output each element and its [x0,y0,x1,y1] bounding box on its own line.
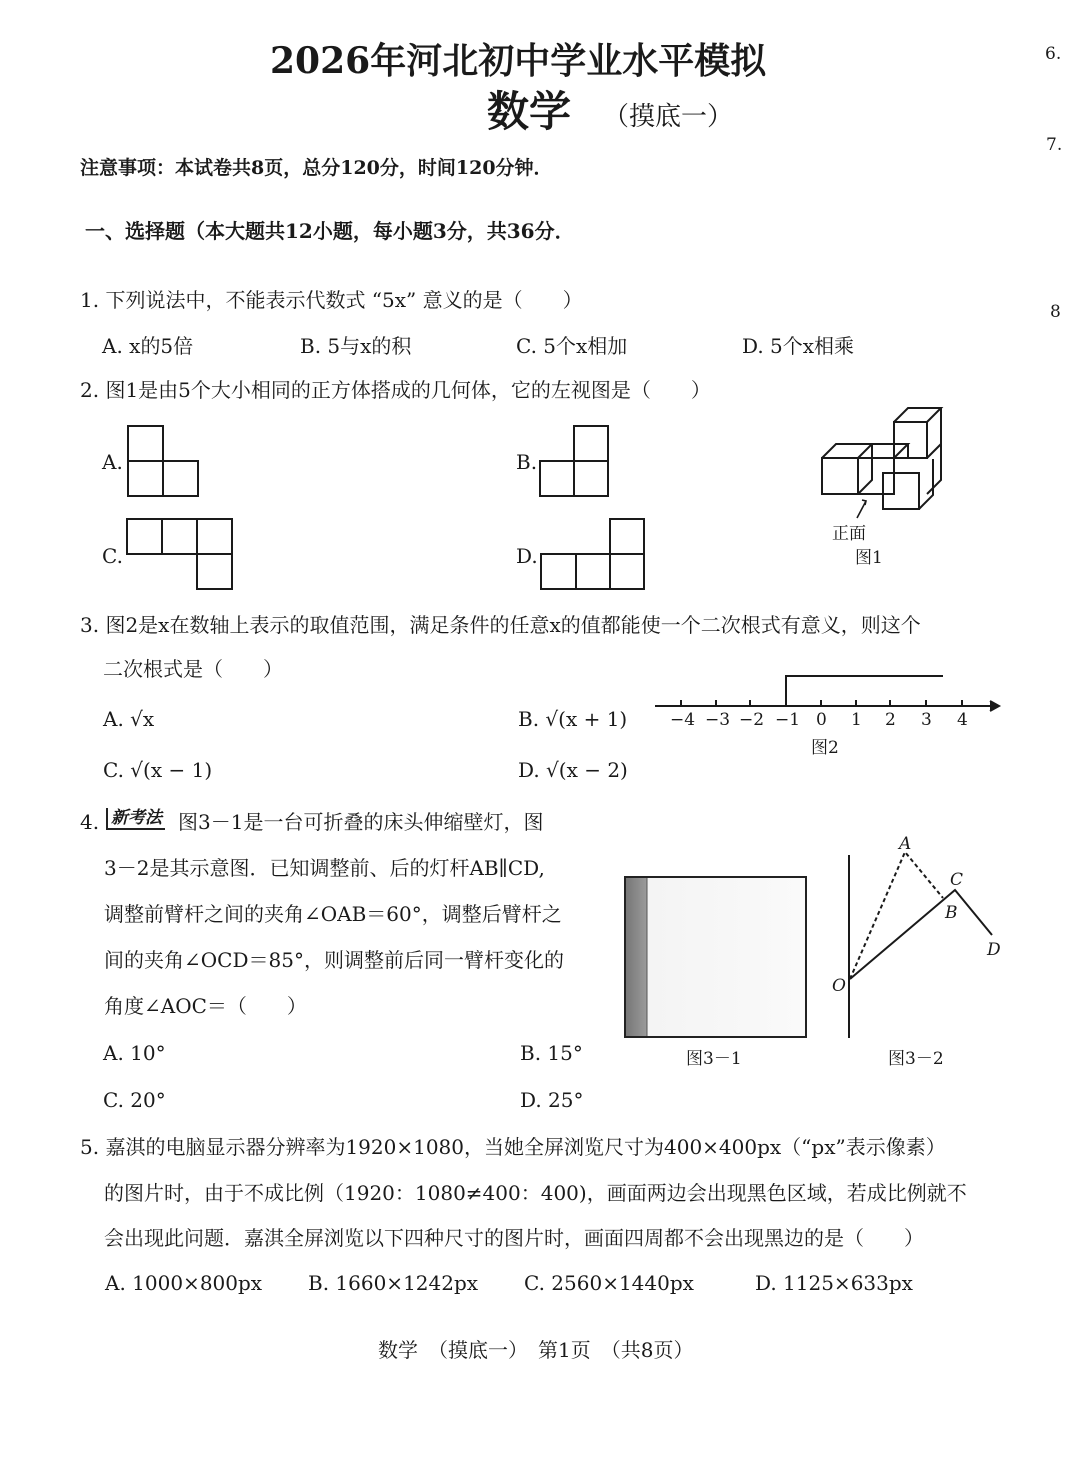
axis-tick-label: −3 [705,710,731,730]
axis-tick-label: 2 [885,710,896,730]
point-c-label: C [950,870,964,890]
section-heading: 一、选择题（本大题共12小题，每小题3分，共36分． [85,219,575,243]
point-o-label: O [832,976,846,996]
q4-option-d: D. 25° [520,1088,584,1112]
fig1-front-label: 正面 [832,524,866,544]
number-line [655,676,999,711]
question-3-stem: 3. 图2是x在数轴上表示的取值范围，满足条件的任意x的值都能使一个二次根式有意义，则这个 [80,613,921,637]
subject-title: 数学 [487,87,572,136]
edition-label: （摸底一） [603,102,734,132]
question-1-stem: 1. 下列说法中，不能表示代数式 “5x” 意义的是（ ） [80,288,583,312]
question-4-line: 调整前臂杆之间的夹角∠OAB＝60°，调整后臂杆之 [104,902,562,926]
option-b-figure [540,426,608,496]
margin-number: 8 [1050,302,1061,322]
axis-tick-label: 0 [816,710,827,730]
question-5-line: 5. 嘉淇的电脑显示器分辨率为1920×1080，当她全屏浏览尺寸为400×400px（“px”表示像素） [80,1135,946,1159]
option-d-figure [541,519,644,589]
q3-option-d: D. √(x − 2) [518,758,628,782]
axis-tick-label: 4 [957,710,968,730]
axis-tick-label: −4 [670,710,696,730]
point-b-label: B [945,903,958,923]
question-4-line: 图3－1是一台可折叠的床头伸缩壁灯，图 [178,810,544,834]
q1-option-d: D. 5个x相乘 [742,334,855,358]
lamp-diagram [849,852,992,1038]
option-c-figure [127,519,232,589]
q5-option-d: D. 1125×633px [755,1271,913,1295]
axis-tick-label: 3 [921,710,932,730]
q1-option-c: C. 5个x相加 [516,334,628,358]
axis-tick-label: −1 [775,710,801,730]
fig3-2-caption: 图3－2 [888,1049,944,1069]
q5-option-c: C. 2560×1440px [524,1271,694,1295]
q2-option-a: A. [102,450,123,474]
q2-option-b: B. [516,450,538,474]
margin-number: 6. [1045,44,1062,64]
q5-option-b: B. 1660×1242px [308,1271,479,1295]
question-4-line: 角度∠AOC＝（ ） [104,994,307,1018]
page-footer: 数学 （摸底一） 第1页 （共8页） [378,1338,694,1362]
q3-option-a: A. √x [103,707,155,731]
question-4-line: 3－2是其示意图．已知调整前、后的灯杆AB∥CD, [104,856,545,880]
q4-option-b: B. 15° [520,1041,583,1065]
option-a-figure [128,426,198,496]
fig3-1-caption: 图3－1 [686,1049,742,1069]
question-3-stem-2: 二次根式是（ ） [103,657,283,681]
q4-option-c: C. 20° [103,1088,166,1112]
point-a-label: A [899,834,912,854]
question-5-line: 会出现此问题．嘉淇全屏浏览以下四种尺寸的图片时，画面四周都不会出现黑边的是（ ） [104,1226,924,1250]
q1-option-b: B. 5与x的积 [300,334,412,358]
question-4-line: 间的夹角∠OCD＝85°，则调整前后同一臂杆变化的 [104,948,564,972]
question-4-number: 4. [80,810,100,834]
fig1-caption: 图1 [855,548,883,568]
exam-title: 2026年河北初中学业水平模拟 [270,40,767,82]
question-5-line: 的图片时，由于不成比例（1920：1080≠400：400)，画面两边会出现黑色区域，若成比例就不 [104,1181,967,1205]
new-method-badge: 新考法 [106,808,165,830]
cube-figure [822,408,941,518]
q5-option-a: A. 1000×800px [105,1271,263,1295]
q1-option-a: A. x的5倍 [102,334,194,358]
notice: 注意事项：本试卷共8页，总分120分，时间120分钟． [80,157,553,179]
axis-tick-label: −2 [739,710,765,730]
fig2-caption: 图2 [811,738,839,758]
q2-option-c: C. [102,544,123,568]
question-2-stem: 2. 图1是由5个大小相同的正方体搭成的几何体，它的左视图是（ ） [80,378,711,402]
margin-number: 7. [1046,135,1063,155]
q4-option-a: A. 10° [103,1041,166,1065]
axis-tick-label: 1 [851,710,862,730]
q3-option-b: B. √(x + 1) [518,707,628,731]
q3-option-c: C. √(x − 1) [103,758,213,782]
point-d-label: D [987,940,1001,960]
q2-option-d: D. [516,544,538,568]
